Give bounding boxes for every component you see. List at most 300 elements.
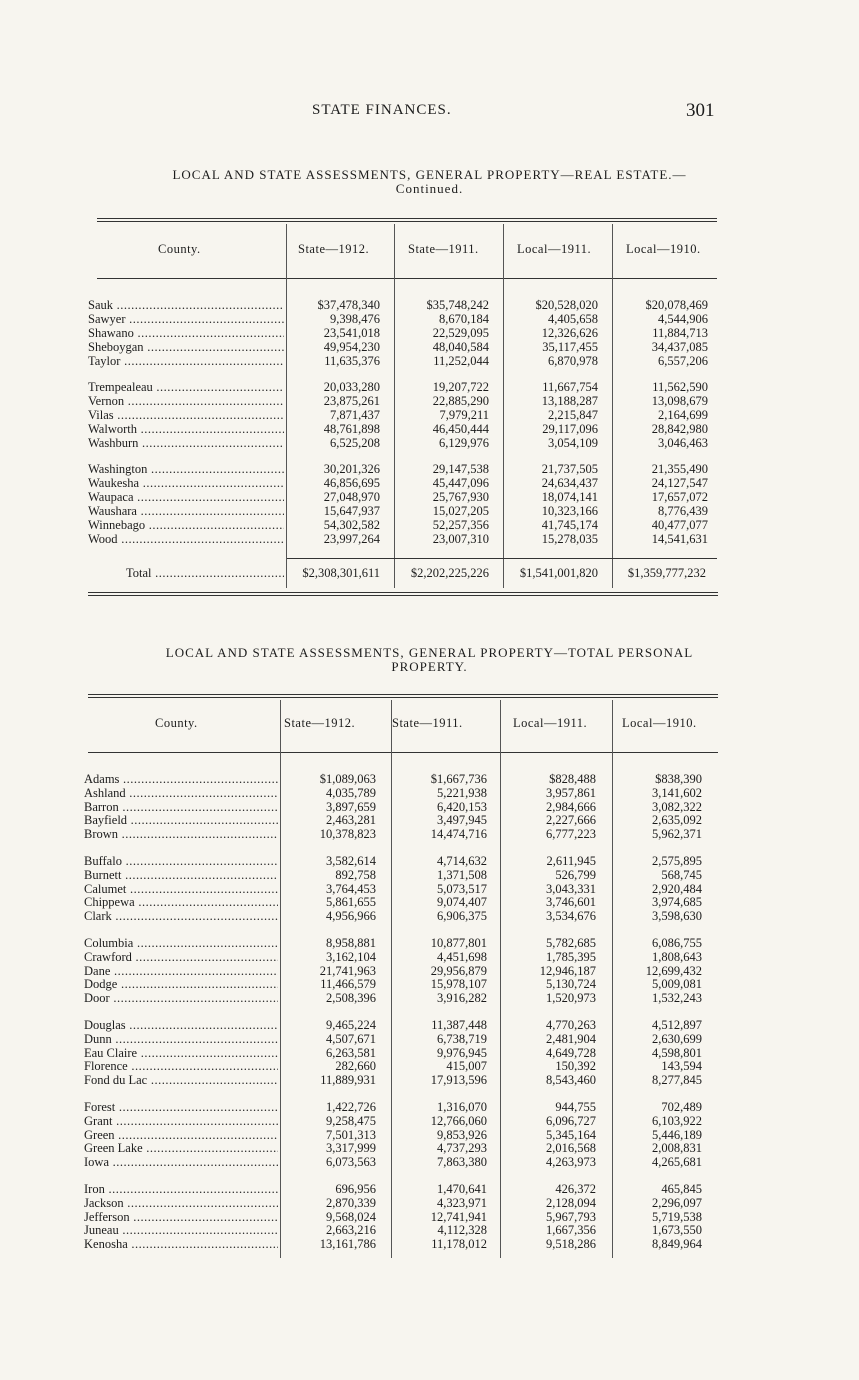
cell-value: 3,582,614 xyxy=(326,854,376,868)
cell-value: 465,845 xyxy=(661,1182,702,1196)
cell-value: 20,033,280 xyxy=(323,380,380,394)
cell-value: 9,465,224 xyxy=(326,1018,376,1032)
cell-value: $1,667,736 xyxy=(430,772,487,786)
cell-value: 11,252,044 xyxy=(433,354,489,368)
cell-value: 426,372 xyxy=(555,1182,596,1196)
cell-value: $20,528,020 xyxy=(535,298,598,312)
cell-value: 11,884,713 xyxy=(652,326,708,340)
county-name: Dodge ..... xyxy=(84,977,278,991)
cell-value: 143,594 xyxy=(661,1059,702,1074)
county-name: Florence ..... xyxy=(84,1059,278,1073)
cell-value: 22,885,290 xyxy=(432,394,489,408)
table-row xyxy=(0,936,859,950)
cell-value: 6,129,976 xyxy=(439,436,489,450)
header-rule xyxy=(97,278,717,279)
cell-value: 4,512,897 xyxy=(652,1018,702,1032)
cell-value: 1,371,508 xyxy=(437,867,487,882)
table-row xyxy=(0,786,859,800)
personal-property-section xyxy=(0,646,859,674)
cell-value: 23,541,018 xyxy=(323,326,380,340)
cell-value: 3,916,282 xyxy=(437,991,487,1006)
cell-value: 19,207,722 xyxy=(432,380,489,394)
cell-value: 4,956,966 xyxy=(326,909,376,924)
cell-value: 2,508,396 xyxy=(326,991,376,1006)
cell-value: 3,957,861 xyxy=(546,785,596,800)
cell-value: 2,463,281 xyxy=(326,813,376,828)
total-row xyxy=(0,566,859,580)
table-row xyxy=(0,813,859,827)
cell-value: 5,130,724 xyxy=(546,977,596,992)
cell-value: 23,875,261 xyxy=(323,394,380,408)
cell-value: 2,008,831 xyxy=(652,1141,702,1156)
county-name: Douglas ..... xyxy=(84,1018,278,1032)
cell-value: 21,741,963 xyxy=(319,963,376,978)
county-name: Buffalo ..... xyxy=(84,854,278,868)
county-name: Door ..... xyxy=(84,991,278,1005)
cell-value: 10,877,801 xyxy=(430,936,487,950)
cell-value: 415,007 xyxy=(446,1059,487,1074)
cell-value: 17,657,072 xyxy=(651,490,708,504)
table-row xyxy=(0,298,859,312)
table-row xyxy=(0,1100,859,1114)
cell-value: 568,745 xyxy=(661,867,702,882)
cell-value: 29,117,096 xyxy=(542,422,598,436)
county-name: Iowa ..... xyxy=(84,1155,278,1169)
column-header: Local—1911. xyxy=(513,716,588,730)
cell-value: 21,737,505 xyxy=(541,462,598,476)
header-rule xyxy=(88,752,718,753)
county-name: Vernon ..... xyxy=(88,394,284,408)
cell-value: 25,767,930 xyxy=(432,490,489,504)
cell-value: 30,201,326 xyxy=(323,462,380,476)
cell-value: 40,477,077 xyxy=(651,518,708,532)
cell-value: 12,946,187 xyxy=(539,963,596,978)
cell-value: 4,112,328 xyxy=(437,1223,487,1238)
cell-value: 4,507,671 xyxy=(326,1031,376,1046)
total-value: $1,359,777,232 xyxy=(627,566,706,580)
county-name: Dunn ..... xyxy=(84,1032,278,1046)
county-name: Juneau ..... xyxy=(84,1223,278,1237)
cell-value: 4,323,971 xyxy=(437,1195,487,1210)
cell-value: 28,842,980 xyxy=(651,422,708,436)
cell-value: 4,737,293 xyxy=(437,1141,487,1156)
table-row xyxy=(0,1237,859,1251)
county-name: Winnebago ..... xyxy=(88,518,284,532)
cell-value: 48,761,898 xyxy=(323,422,380,436)
county-name: Green Lake ..... xyxy=(84,1141,278,1155)
cell-value: 2,984,666 xyxy=(546,799,596,814)
cell-value: 5,009,081 xyxy=(652,977,702,992)
section-title-line1: LOCAL AND STATE ASSESSMENTS, GENERAL PROPERTY—REAL ESTATE.— xyxy=(172,167,687,182)
cell-value: 5,782,685 xyxy=(546,936,596,950)
cell-value: 11,667,754 xyxy=(542,380,598,394)
cell-value: 2,635,092 xyxy=(652,813,702,828)
county-name: Burnett ..... xyxy=(84,868,278,882)
table-row xyxy=(0,462,859,476)
cell-value: 41,745,174 xyxy=(541,518,598,532)
table-row xyxy=(0,312,859,326)
cell-value: 21,355,490 xyxy=(651,462,708,476)
cell-value: 13,161,786 xyxy=(319,1237,376,1252)
table-row xyxy=(0,1128,859,1142)
cell-value: 29,956,879 xyxy=(430,963,487,978)
page-number: 301 xyxy=(686,100,715,121)
total-value: $2,308,301,611 xyxy=(302,566,380,580)
table-row xyxy=(0,490,859,504)
cell-value: 3,897,659 xyxy=(326,799,376,814)
cell-value: $828,488 xyxy=(549,772,596,786)
cell-value: 1,316,070 xyxy=(437,1100,487,1114)
table-row xyxy=(0,340,859,354)
cell-value: 1,422,726 xyxy=(326,1100,376,1114)
cell-value: 18,074,141 xyxy=(541,490,598,504)
cell-value: 3,162,104 xyxy=(326,949,376,964)
cell-value: 2,920,484 xyxy=(652,881,702,896)
cell-value: 22,529,095 xyxy=(432,326,489,340)
county-name: Waupaca ..... xyxy=(88,490,284,504)
cell-value: 7,501,313 xyxy=(326,1127,376,1142)
table-row xyxy=(0,868,859,882)
cell-value: 6,906,375 xyxy=(437,909,487,924)
cell-value: 34,437,085 xyxy=(651,340,708,354)
cell-value: 1,470,641 xyxy=(437,1182,487,1196)
cell-value: 2,164,699 xyxy=(658,408,708,422)
cell-value: 29,147,538 xyxy=(432,462,489,476)
cell-value: 4,451,698 xyxy=(437,949,487,964)
cell-value: 282,660 xyxy=(335,1059,376,1074)
table-row xyxy=(0,532,859,546)
cell-value: 48,040,584 xyxy=(432,340,489,354)
cell-value: 9,976,945 xyxy=(437,1045,487,1060)
cell-value: 13,098,679 xyxy=(651,394,708,408)
cell-value: 8,670,184 xyxy=(439,312,489,326)
cell-value: 4,405,658 xyxy=(548,312,598,326)
column-header: Local—1910. xyxy=(626,242,701,256)
table-row xyxy=(0,422,859,436)
column-header: State—1911. xyxy=(408,242,479,256)
county-name: Fond du Lac ..... xyxy=(84,1073,278,1087)
cell-value: 3,317,999 xyxy=(326,1141,376,1156)
cell-value: 15,978,107 xyxy=(430,977,487,992)
cell-value: 6,420,153 xyxy=(437,799,487,814)
cell-value: 7,871,437 xyxy=(330,408,380,422)
county-name: Jackson ..... xyxy=(84,1196,278,1210)
cell-value: 1,520,973 xyxy=(546,991,596,1006)
county-name: Ashland ..... xyxy=(84,786,278,800)
cell-value: 4,714,632 xyxy=(437,854,487,868)
county-name: Bayfield ..... xyxy=(84,813,278,827)
cell-value: 6,870,978 xyxy=(548,354,598,368)
cell-value: 526,799 xyxy=(555,867,596,882)
county-name: Grant ..... xyxy=(84,1114,278,1128)
cell-value: 52,257,356 xyxy=(432,518,489,532)
cell-value: 10,323,166 xyxy=(541,504,598,518)
section-title xyxy=(0,646,859,674)
cell-value: 1,785,395 xyxy=(546,949,596,964)
county-name: Jefferson ..... xyxy=(84,1210,278,1224)
cell-value: 11,889,931 xyxy=(320,1073,376,1088)
county-name: Chippewa ..... xyxy=(84,895,278,909)
cell-value: 27,048,970 xyxy=(323,490,380,504)
cell-value: 3,764,453 xyxy=(326,881,376,896)
cell-value: 9,518,286 xyxy=(546,1237,596,1252)
cell-value: 4,265,681 xyxy=(652,1155,702,1170)
table-row xyxy=(0,1141,859,1155)
table-row xyxy=(0,518,859,532)
cell-value: 2,128,094 xyxy=(546,1195,596,1210)
table-row xyxy=(0,827,859,841)
cell-value: 6,557,206 xyxy=(658,354,708,368)
table-row xyxy=(0,408,859,422)
county-name: Washburn ..... xyxy=(88,436,284,450)
cell-value: 2,575,895 xyxy=(652,854,702,868)
county-name: Clark ..... xyxy=(84,909,278,923)
table-row xyxy=(0,1018,859,1032)
cell-value: 4,598,801 xyxy=(652,1045,702,1060)
cell-value: 702,489 xyxy=(661,1100,702,1114)
cell-value: 5,221,938 xyxy=(437,785,487,800)
cell-value: 892,758 xyxy=(335,867,376,882)
table-row xyxy=(0,800,859,814)
cell-value: 2,663,216 xyxy=(326,1223,376,1238)
table-row xyxy=(0,1032,859,1046)
cell-value: 11,178,012 xyxy=(431,1237,487,1252)
total-value: $1,541,001,820 xyxy=(519,566,598,580)
county-name: Sheboygan ..... xyxy=(88,340,284,354)
cell-value: 24,127,547 xyxy=(651,476,708,490)
table-row xyxy=(0,1059,859,1073)
cell-value: $35,748,242 xyxy=(426,298,489,312)
county-name: Forest ..... xyxy=(84,1100,278,1114)
table-row xyxy=(0,1223,859,1237)
county-name: Adams ..... xyxy=(84,772,278,786)
table-bottom-rule xyxy=(88,592,718,596)
cell-value: 6,103,922 xyxy=(652,1113,702,1128)
cell-value: 46,856,695 xyxy=(323,476,380,490)
county-name: Vilas ..... xyxy=(88,408,284,422)
cell-value: 12,766,060 xyxy=(430,1113,487,1128)
cell-value: 150,392 xyxy=(555,1059,596,1074)
cell-value: 3,046,463 xyxy=(658,436,708,450)
table-row xyxy=(0,354,859,368)
cell-value: 49,954,230 xyxy=(323,340,380,354)
county-name: Eau Claire ..... xyxy=(84,1046,278,1060)
cell-value: 1,673,550 xyxy=(652,1223,702,1238)
cell-value: 5,719,538 xyxy=(652,1209,702,1224)
county-name: Wood ..... xyxy=(88,532,284,546)
table-row xyxy=(0,504,859,518)
county-name: Taylor ..... xyxy=(88,354,284,368)
cell-value: 3,974,685 xyxy=(652,895,702,910)
county-name: Dane ..... xyxy=(84,964,278,978)
county-name: Sawyer ..... xyxy=(88,312,284,326)
table-row xyxy=(0,1073,859,1087)
cell-value: 12,741,941 xyxy=(430,1209,487,1224)
cell-value: 23,007,310 xyxy=(432,532,489,546)
county-name: Sauk ..... xyxy=(88,298,284,312)
county-name: Green ..... xyxy=(84,1128,278,1142)
county-name: Crawford ..... xyxy=(84,950,278,964)
cell-value: 5,861,655 xyxy=(326,895,376,910)
cell-value: 2,611,945 xyxy=(546,854,596,868)
cell-value: 13,188,287 xyxy=(541,394,598,408)
cell-value: 12,699,432 xyxy=(645,963,702,978)
county-name: Shawano ..... xyxy=(88,326,284,340)
cell-value: 5,446,189 xyxy=(652,1127,702,1142)
table-row xyxy=(0,1182,859,1196)
cell-value: 2,870,339 xyxy=(326,1195,376,1210)
cell-value: 2,481,904 xyxy=(546,1031,596,1046)
table-row xyxy=(0,854,859,868)
cell-value: 9,398,476 xyxy=(330,312,380,326)
cell-value: 6,263,581 xyxy=(326,1045,376,1060)
table-row xyxy=(0,1046,859,1060)
table-row xyxy=(0,380,859,394)
table-row xyxy=(0,950,859,964)
cell-value: 8,776,439 xyxy=(658,504,708,518)
county-name: Columbia ..... xyxy=(84,936,278,950)
cell-value: 3,746,601 xyxy=(546,895,596,910)
cell-value: 11,387,448 xyxy=(431,1018,487,1032)
cell-value: 15,647,937 xyxy=(323,504,380,518)
column-header: State—1912. xyxy=(284,716,356,730)
cell-value: 15,278,035 xyxy=(541,532,598,546)
cell-value: 696,956 xyxy=(335,1182,376,1196)
real-estate-section xyxy=(0,168,859,196)
table-row xyxy=(0,772,859,786)
cell-value: 5,345,164 xyxy=(546,1127,596,1142)
cell-value: 6,777,223 xyxy=(546,827,596,842)
cell-value: $20,078,469 xyxy=(645,298,708,312)
cell-value: 2,227,666 xyxy=(546,813,596,828)
cell-value: $1,089,063 xyxy=(319,772,376,786)
total-value: $2,202,225,226 xyxy=(410,566,489,580)
section-title-line2: PROPERTY. xyxy=(391,659,468,674)
cell-value: 17,913,596 xyxy=(430,1073,487,1088)
county-name: Calumet ..... xyxy=(84,882,278,896)
cell-value: 11,562,590 xyxy=(652,380,708,394)
county-name: Brown ..... xyxy=(84,827,278,841)
cell-value: 11,635,376 xyxy=(324,354,380,368)
cell-value: $37,478,340 xyxy=(317,298,380,312)
cell-value: 4,544,906 xyxy=(658,312,708,326)
cell-value: 9,074,407 xyxy=(437,895,487,910)
table-top-rule xyxy=(88,694,718,698)
cell-value: 2,630,699 xyxy=(652,1031,702,1046)
cell-value: 5,967,793 xyxy=(546,1209,596,1224)
cell-value: 45,447,096 xyxy=(432,476,489,490)
cell-value: 3,043,331 xyxy=(546,881,596,896)
column-header: Local—1910. xyxy=(622,716,697,730)
cell-value: 1,808,643 xyxy=(652,949,702,964)
cell-value: 3,598,630 xyxy=(652,909,702,924)
cell-value: 6,738,719 xyxy=(437,1031,487,1046)
cell-value: 1,532,243 xyxy=(652,991,702,1006)
cell-value: 3,082,322 xyxy=(652,799,702,814)
county-name: Waukesha ..... xyxy=(88,476,284,490)
cell-value: 12,326,626 xyxy=(541,326,598,340)
total-rule xyxy=(287,558,717,559)
cell-value: 7,979,211 xyxy=(439,408,489,422)
cell-value: 944,755 xyxy=(555,1100,596,1114)
cell-value: 8,543,460 xyxy=(546,1073,596,1088)
cell-value: 15,027,205 xyxy=(432,504,489,518)
county-name: Waushara ..... xyxy=(88,504,284,518)
column-header: State—1911. xyxy=(392,716,463,730)
running-title: STATE FINANCES. xyxy=(312,102,452,118)
cell-value: 9,568,024 xyxy=(326,1209,376,1224)
table-row xyxy=(0,991,859,1005)
cell-value: 35,117,455 xyxy=(542,340,598,354)
county-name: Washington ..... xyxy=(88,462,284,476)
table-row xyxy=(0,1210,859,1224)
county-name: Trempealeau ..... xyxy=(88,380,284,394)
cell-value: 3,534,676 xyxy=(546,909,596,924)
section-title-line2: Continued. xyxy=(395,181,464,196)
cell-value: 6,096,727 xyxy=(546,1113,596,1128)
county-name: Kenosha ..... xyxy=(84,1237,278,1251)
cell-value: 2,215,847 xyxy=(548,408,598,422)
cell-value: 23,997,264 xyxy=(323,532,380,546)
cell-value: 11,466,579 xyxy=(320,977,376,992)
table-row xyxy=(0,326,859,340)
cell-value: 8,958,881 xyxy=(326,936,376,950)
table-top-rule xyxy=(97,218,717,222)
running-head xyxy=(0,100,859,130)
cell-value: 5,073,517 xyxy=(437,881,487,896)
cell-value: 14,541,631 xyxy=(651,532,708,546)
cell-value: 4,263,973 xyxy=(546,1155,596,1170)
cell-value: 3,141,602 xyxy=(652,785,702,800)
table-row xyxy=(0,964,859,978)
section-title xyxy=(0,168,859,196)
cell-value: 10,378,823 xyxy=(319,827,376,842)
cell-value: 9,853,926 xyxy=(437,1127,487,1142)
cell-value: 2,296,097 xyxy=(652,1195,702,1210)
cell-value: 5,962,371 xyxy=(652,827,702,842)
cell-value: 4,770,263 xyxy=(546,1018,596,1032)
cell-value: 24,634,437 xyxy=(541,476,598,490)
section-title-line1: LOCAL AND STATE ASSESSMENTS, GENERAL PROPERTY—TOTAL PERSONAL xyxy=(165,645,694,660)
cell-value: 14,474,716 xyxy=(430,827,487,842)
table-row xyxy=(0,1155,859,1169)
table-row xyxy=(0,909,859,923)
cell-value: 2,016,568 xyxy=(546,1141,596,1156)
cell-value: 9,258,475 xyxy=(326,1113,376,1128)
column-header: State—1912. xyxy=(298,242,370,256)
cell-value: 54,302,582 xyxy=(323,518,380,532)
cell-value: 6,073,563 xyxy=(326,1155,376,1170)
table-row xyxy=(0,1196,859,1210)
cell-value: 4,035,789 xyxy=(326,785,376,800)
column-header: County. xyxy=(158,242,201,256)
cell-value: $838,390 xyxy=(655,772,702,786)
cell-value: 1,667,356 xyxy=(546,1223,596,1238)
table-row xyxy=(0,1114,859,1128)
table-row xyxy=(0,476,859,490)
county-name: Barron ..... xyxy=(84,800,278,814)
cell-value: 7,863,380 xyxy=(437,1155,487,1170)
cell-value: 6,086,755 xyxy=(652,936,702,950)
table-row xyxy=(0,394,859,408)
cell-value: 4,649,728 xyxy=(546,1045,596,1060)
column-header: County. xyxy=(155,716,198,730)
total-label: Total ..... xyxy=(126,566,284,580)
cell-value: 8,849,964 xyxy=(652,1237,702,1252)
cell-value: 3,497,945 xyxy=(437,813,487,828)
county-name: Walworth ..... xyxy=(88,422,284,436)
cell-value: 8,277,845 xyxy=(652,1073,702,1088)
